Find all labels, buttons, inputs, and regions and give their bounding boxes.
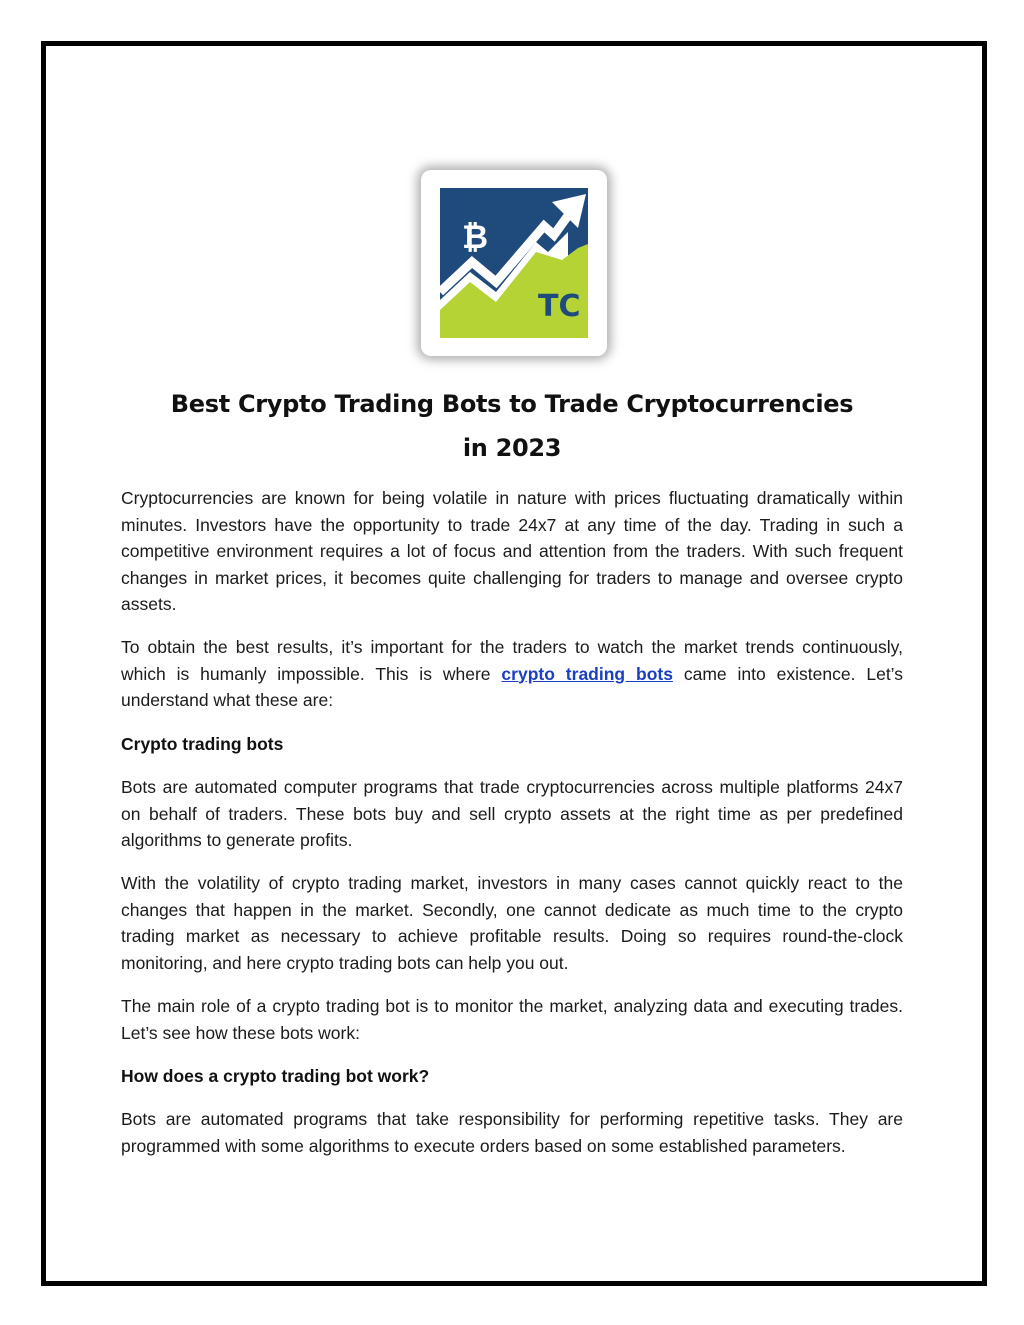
paragraph-best-results [121,634,903,714]
title-line-2: in 2023 [462,434,562,462]
paragraph-intro: Cryptocurrencies are known for being volatile in nature with prices fluctuating dramatically within minutes. Investors have the opportunity to trade 24x7 at any time of the day. Trading in such a competitive environment requires a lot of focus and attention from the traders. With such frequent changes in market prices, it becomes quite challenging for traders to manage and oversee crypto assets. [121,488,903,614]
paragraph-text: To obtain the best results, it’s important for the traders to watch the market trends continuously, which is humanly impossible. This is where [121,637,903,684]
bitcoin-symbol: ₿ [462,218,489,256]
section-heading-crypto-trading-bots: Crypto trading bots [121,734,284,754]
page-title [121,382,903,470]
paragraph-text: came into existence. Let’s understand what these are: [121,663,904,710]
bitcoin-chart-logo-icon [440,188,588,338]
paragraph-main-role: The main role of a crypto trading bot is to monitor the market, analyzing data and executing trades. Let’s see how these bots work: [121,996,903,1043]
paragraph-volatility: With the volatility of crypto trading market, investors in many cases cannot quickly react to the changes that happen in the market. Secondly, one cannot dedicate as much time to the crypto trading market as necessary to achieve profitable results. Doing so requires round-the-clock monitoring, and here crypto trading bots can help you out. [121,873,903,973]
logo-letters: TC [538,289,581,324]
logo [421,170,607,356]
section-heading-how-bot-works: How does a crypto trading bot work? [121,1066,430,1086]
crypto-trading-bots-link[interactable]: crypto trading bots [501,663,673,684]
paragraph-bots-automated: Bots are automated programs that take responsibility for performing repetitive tasks. They are programmed with some algorithms to execute orders based on some established parameters. [121,1109,903,1156]
title-line-1: Best Crypto Trading Bots to Trade Cryptocurrencies [170,390,854,418]
paragraph-bots-definition: Bots are automated computer programs that trade cryptocurrencies across multiple platforms 24x7 on behalf of traders. These bots buy and sell crypto assets at the right time as per predefined algorithms to generate profits. [121,777,903,850]
